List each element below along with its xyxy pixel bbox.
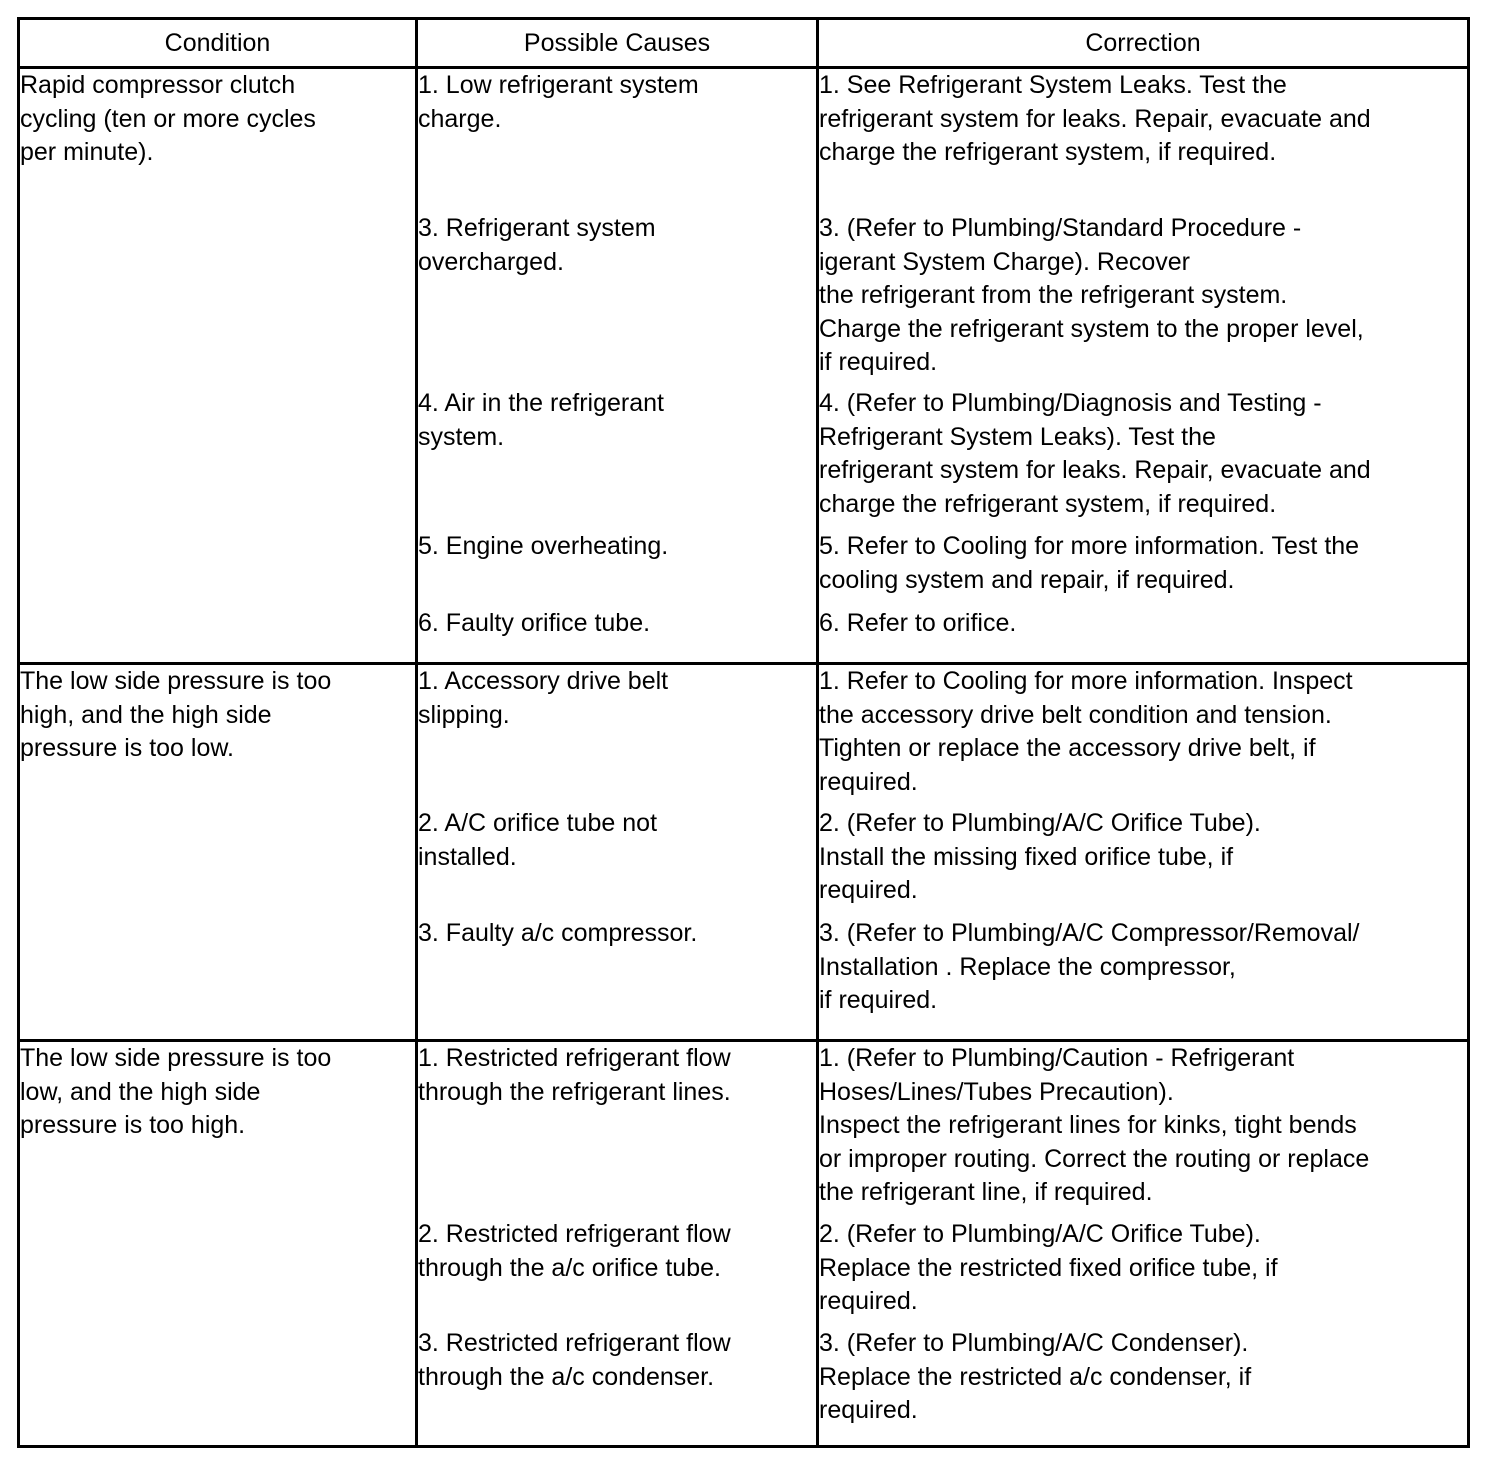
- correction-text-line: Refrigerant System Leaks). Test the: [819, 422, 1216, 451]
- correction-cell: [818, 68, 1469, 664]
- condition-text-line: pressure is too high.: [20, 1111, 246, 1139]
- correction-text-line: Inspect the refrigerant lines for kinks, tight bends: [819, 1111, 1357, 1139]
- correction-item: [819, 1327, 1467, 1428]
- cause-item: [418, 530, 816, 607]
- correction-item: [819, 1218, 1467, 1327]
- correction-text-line: required.: [819, 1396, 918, 1424]
- causes-cell: [417, 68, 818, 664]
- cause-text-line: 5. Engine overheating.: [418, 532, 669, 560]
- condition-text-line: Rapid compressor clutch: [20, 71, 296, 99]
- causes-cell: [417, 664, 818, 1041]
- correction-text-line: charge the refrigerant system, if required.: [819, 138, 1277, 166]
- correction-text-line: Replace the restricted a/c condenser, if: [819, 1362, 1252, 1391]
- cause-text-line: through the a/c orifice tube.: [418, 1253, 721, 1282]
- cause-item: [418, 69, 816, 212]
- cause-text-line: 4. Air in the refrigerant: [418, 389, 664, 417]
- correction-text-line: Installation . Replace the compressor,: [819, 952, 1236, 981]
- correction-text-line: if required.: [819, 986, 938, 1014]
- cause-item: [418, 1218, 816, 1327]
- correction-item: [819, 607, 1467, 641]
- condition-cell: [19, 1041, 417, 1447]
- correction-text-line: 6. Refer to orifice.: [819, 609, 1017, 637]
- cause-item: [418, 387, 816, 530]
- correction-text-line: charge the refrigerant system, if required.: [819, 489, 1277, 518]
- correction-item: [819, 387, 1467, 530]
- cause-item: [418, 607, 816, 641]
- header-possible-causes: Possible Causes: [417, 19, 818, 68]
- correction-text-line: required.: [819, 1287, 918, 1315]
- cause-text-line: system.: [418, 422, 505, 451]
- cause-item: [418, 917, 816, 951]
- correction-text-line: the refrigerant line, if required.: [819, 1178, 1153, 1206]
- table-row: [19, 68, 1469, 664]
- causes-cell: [417, 1041, 818, 1447]
- header-correction: Correction: [818, 19, 1469, 68]
- correction-text-line: the refrigerant from the refrigerant system.: [819, 281, 1288, 309]
- correction-text-line: 2. (Refer to Plumbing/A/C Orifice Tube).: [819, 1220, 1261, 1248]
- correction-text-line: Hoses/Lines/Tubes Precaution).: [819, 1077, 1174, 1106]
- correction-text-line: required.: [819, 767, 918, 796]
- correction-text-line: Tighten or replace the accessory drive belt, if: [819, 734, 1316, 762]
- condition-cell: [19, 68, 417, 664]
- condition-text-line: high, and the high side: [20, 700, 272, 729]
- correction-text-line: cooling system and repair, if required.: [819, 565, 1235, 594]
- cause-text-line: 6. Faulty orifice tube.: [418, 609, 651, 637]
- cause-text-line: installed.: [418, 842, 517, 871]
- condition-text-line: low, and the high side: [20, 1077, 261, 1106]
- header-condition: Condition: [19, 19, 417, 68]
- cause-item: [418, 1327, 816, 1394]
- diagnosis-table: [17, 17, 1470, 1448]
- condition-text-line: cycling (ten or more cycles: [20, 104, 316, 133]
- correction-text-line: 1. (Refer to Plumbing/Caution - Refrigerant: [819, 1044, 1295, 1072]
- correction-text-line: 1. See Refrigerant System Leaks. Test the: [819, 71, 1287, 99]
- cause-text-line: 3. Refrigerant system: [418, 214, 656, 242]
- cause-text-line: through the refrigerant lines.: [418, 1077, 731, 1106]
- correction-text-line: Install the missing fixed orifice tube, if: [819, 842, 1234, 871]
- cause-item: [418, 807, 816, 917]
- cause-text-line: 1. Low refrigerant system: [418, 71, 699, 99]
- condition-cell: [19, 664, 417, 1041]
- correction-item: [819, 69, 1467, 212]
- condition-text-line: The low side pressure is too: [20, 1044, 332, 1072]
- condition-text-line: per minute).: [20, 138, 154, 166]
- cause-item: [418, 212, 816, 387]
- correction-text-line: refrigerant system for leaks. Repair, evacuate and: [819, 456, 1371, 484]
- condition-text-line: pressure is too low.: [20, 734, 234, 762]
- correction-text-line: 3. (Refer to Plumbing/A/C Condenser).: [819, 1329, 1249, 1357]
- correction-text-line: 4. (Refer to Plumbing/Diagnosis and Testing -: [819, 389, 1322, 417]
- table-row: [19, 664, 1469, 1041]
- correction-text-line: 2. (Refer to Plumbing/A/C Orifice Tube).: [819, 809, 1261, 837]
- correction-text-line: 1. Refer to Cooling for more information. Inspect: [819, 667, 1353, 695]
- correction-text-line: the accessory drive belt condition and tension.: [819, 700, 1332, 729]
- correction-cell: [818, 664, 1469, 1041]
- cause-text-line: 3. Faulty a/c compressor.: [418, 919, 698, 947]
- correction-text-line: refrigerant system for leaks. Repair, evacuate and: [819, 104, 1371, 133]
- correction-item: [819, 807, 1467, 917]
- correction-text-line: igerant System Charge). Recover: [819, 247, 1190, 276]
- cause-text-line: 1. Restricted refrigerant flow: [418, 1044, 731, 1072]
- table-row: [19, 1041, 1469, 1447]
- correction-item: [819, 1042, 1467, 1218]
- correction-item: [819, 665, 1467, 807]
- correction-text-line: if required.: [819, 348, 938, 376]
- correction-item: [819, 530, 1467, 607]
- cause-text-line: 3. Restricted refrigerant flow: [418, 1329, 731, 1357]
- correction-text-line: Replace the restricted fixed orifice tube, if: [819, 1253, 1278, 1282]
- cause-text-line: 1. Accessory drive belt: [418, 667, 669, 695]
- correction-text-line: Charge the refrigerant system to the proper level,: [819, 314, 1364, 343]
- cause-text-line: through the a/c condenser.: [418, 1362, 715, 1391]
- cause-item: [418, 665, 816, 807]
- correction-text-line: 3. (Refer to Plumbing/A/C Compressor/Removal/: [819, 919, 1360, 947]
- header-row: [19, 19, 1469, 68]
- cause-text-line: 2. A/C orifice tube not: [418, 809, 658, 837]
- cause-text-line: overcharged.: [418, 247, 564, 276]
- correction-text-line: or improper routing. Correct the routing or replace: [819, 1144, 1370, 1173]
- cause-item: [418, 1042, 816, 1218]
- correction-text-line: required.: [819, 876, 918, 904]
- correction-item: [819, 212, 1467, 387]
- correction-item: [819, 917, 1467, 1018]
- cause-text-line: 2. Restricted refrigerant flow: [418, 1220, 731, 1248]
- correction-text-line: 5. Refer to Cooling for more information. Test the: [819, 532, 1360, 560]
- correction-cell: [818, 1041, 1469, 1447]
- correction-text-line: 3. (Refer to Plumbing/Standard Procedure -: [819, 214, 1302, 242]
- cause-text-line: slipping.: [418, 700, 510, 729]
- cause-text-line: charge.: [418, 104, 502, 133]
- condition-text-line: The low side pressure is too: [20, 667, 332, 695]
